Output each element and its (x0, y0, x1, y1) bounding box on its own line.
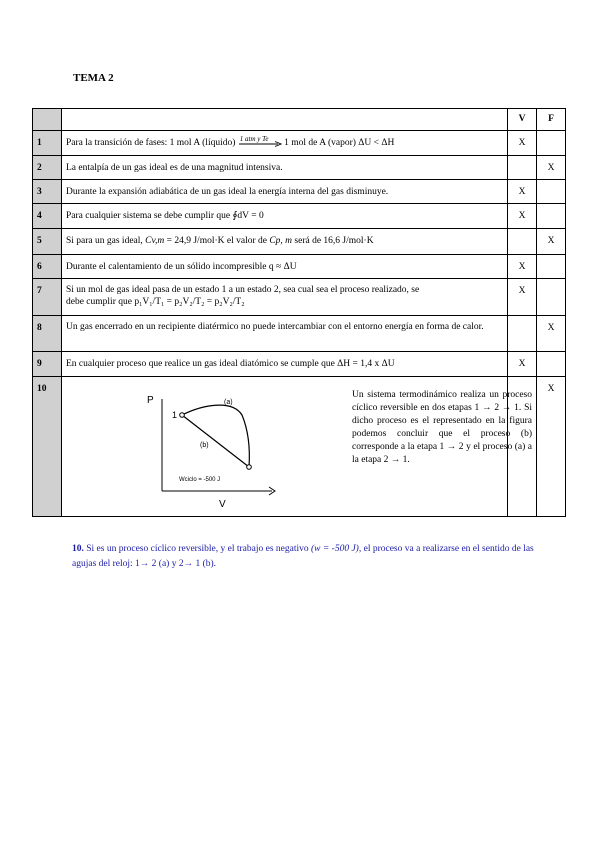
f-mark (537, 180, 566, 204)
f-mark: X (537, 377, 566, 517)
f-mark (537, 255, 566, 279)
header-v: V (508, 109, 537, 131)
v-mark: X (508, 131, 537, 156)
v-mark: X (508, 180, 537, 204)
curve-a-label: (a) (224, 399, 233, 406)
table-row (33, 229, 566, 255)
row-number: 7 (33, 279, 62, 316)
statement-part: Si para un gas ideal, (66, 236, 146, 246)
row-statement: Durante el calentamiento de un sólido incompresible q ≈ ΔU (62, 255, 508, 279)
f-mark (537, 279, 566, 316)
table-row (33, 352, 566, 377)
statement-part: = 24,9 J/mol·K el valor de (164, 236, 270, 246)
row-number: 2 (33, 156, 62, 180)
table-row (33, 279, 566, 316)
header-number-cell (33, 109, 62, 131)
row-statement: Para cualquier sistema se debe cumplir que ∮dV = 0 (62, 204, 508, 229)
row-number: 5 (33, 229, 62, 255)
table-row (33, 255, 566, 279)
table-row (33, 316, 566, 352)
v-mark: X (508, 255, 537, 279)
row-statement (62, 229, 508, 255)
table-row (33, 131, 566, 156)
statement-part: Para la transición de fases: 1 mol A (líquido) (66, 138, 236, 149)
point-2-marker (247, 465, 252, 470)
work-value: (w = -500 J) (311, 544, 359, 554)
point-1-label: 1 (172, 410, 178, 420)
f-mark (537, 352, 566, 377)
right-arrow-icon (238, 141, 282, 147)
answer-text: Si es un proceso cíclico reversible, y el trabajo es negativo (83, 544, 312, 554)
question-10-content (62, 377, 532, 516)
statement-line: debe cumplir que p₁V₁/T₁ = p₂V₂/T₂ = p₂V₂/T₂ (66, 297, 245, 307)
f-mark: X (537, 229, 566, 255)
f-mark (537, 204, 566, 229)
row-statement (62, 279, 508, 316)
row-number: 1 (33, 131, 62, 156)
questions-table (32, 108, 566, 517)
curve-a (182, 405, 249, 467)
f-mark: X (537, 316, 566, 352)
v-mark: X (508, 204, 537, 229)
reaction-arrow (238, 137, 282, 149)
row-statement: Durante la expansión adiabática de un gas ideal la energía interna del gas disminuye. (62, 180, 508, 204)
v-mark: X (508, 279, 537, 316)
question-10-text: Un sistema termodinámico realiza un proceso cíclico reversible en dos etapas 1 → 2 → 1. Si dicho proceso es el representado en la figura podemos concluir que el proceso (b) corresponde a la etapa 1 → 2 y el proceso (a) a la etapa 2 → 1. (352, 390, 532, 465)
arrow-label: 1 atm y Te (239, 135, 269, 143)
v-mark (508, 316, 537, 352)
table-header-row (33, 109, 566, 131)
page-title: TEMA 2 (73, 72, 114, 84)
table-row (33, 377, 566, 517)
work-note: Wciclo = -500 J (179, 477, 221, 483)
cp-symbol: Cp, m (269, 236, 293, 246)
table-row (33, 204, 566, 229)
row-number: 6 (33, 255, 62, 279)
f-mark: X (537, 156, 566, 180)
pv-diagram (62, 377, 292, 516)
v-mark (508, 156, 537, 180)
row-number: 9 (33, 352, 62, 377)
f-mark (537, 131, 566, 156)
table-row (33, 180, 566, 204)
point-1-marker (180, 413, 185, 418)
row-number: 10 (33, 377, 62, 517)
header-f: F (537, 109, 566, 131)
curve-b-label: (b) (200, 442, 209, 449)
row-number: 4 (33, 204, 62, 229)
row-number: 3 (33, 180, 62, 204)
header-statement-cell (62, 109, 508, 131)
statement-part: 1 mol de A (vapor) ΔU < ΔH (284, 138, 395, 149)
row-number: 8 (33, 316, 62, 352)
answer-number: 10. (72, 544, 84, 554)
row-statement: Un gas encerrado en un recipiente diatérmico no puede intercambiar con el entorno energía en forma de calor. (62, 316, 508, 352)
statement-part: será de 16,6 J/mol·K (292, 236, 374, 246)
curve-b (182, 415, 249, 467)
v-mark (508, 229, 537, 255)
statement-line: Si un mol de gas ideal pasa de un estado 1 a un estado 2, sea cual sea el proceso realizado, se (66, 285, 420, 295)
row-statement: La entalpía de un gas ideal es de una magnitud intensiva. (62, 156, 508, 180)
table-row (33, 156, 566, 180)
cv-symbol: Cv,m (145, 236, 165, 246)
answer-text: , el proceso va a realizarse en el sentido de las agujas del reloj: 1→ 2 (a) y 2→ 1 (b). (72, 544, 534, 569)
row-statement (62, 377, 532, 517)
row-statement (62, 131, 508, 156)
row-statement: En cualquier proceso que realice un gas ideal diatómico se cumple que ΔH = 1,4 x ΔU (62, 352, 508, 377)
answer-explanation (72, 542, 552, 572)
y-axis-label: P (147, 395, 154, 406)
v-mark: X (508, 352, 537, 377)
x-axis-label: V (219, 499, 226, 510)
